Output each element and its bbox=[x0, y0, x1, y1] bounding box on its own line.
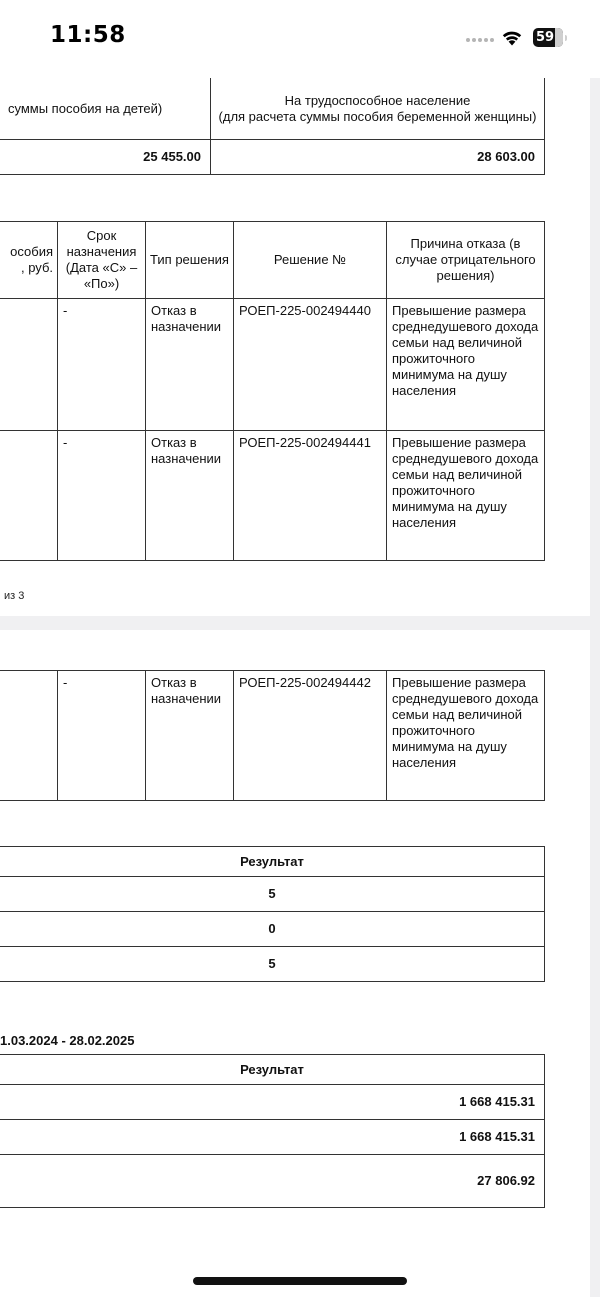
table3-row1-reason: Превышение размера среднедушевого дохода семьи над величиной прожиточного минимума на душу населения bbox=[386, 670, 545, 801]
table2-row1-reason: Превышение размера среднедушевого дохода семьи над величиной прожиточного минимума на душу населения bbox=[386, 298, 545, 431]
table1-value-right: 28 603.00 bbox=[210, 139, 545, 175]
cellular-signal-icon bbox=[466, 38, 494, 42]
table4-value-3: 5 bbox=[0, 946, 545, 982]
wifi-icon bbox=[500, 27, 524, 47]
table4-value-2: 0 bbox=[0, 911, 545, 947]
status-bar bbox=[0, 0, 600, 78]
table5-value-2: 1 668 415.31 bbox=[0, 1119, 545, 1155]
table2-header-period: Срок назначения (Дата «С» – «По») bbox=[57, 221, 146, 299]
table2-row2-decision: РОЕП-225-002494441 bbox=[233, 430, 387, 561]
period-label: 1.03.2024 - 28.02.2025 bbox=[0, 1033, 135, 1048]
table4-header: Результат bbox=[0, 846, 545, 877]
table2-header-amount: особия , руб. bbox=[0, 221, 58, 299]
table2-row2-period: - bbox=[57, 430, 146, 561]
table2-header-type: Тип решения bbox=[145, 221, 234, 299]
table3-row1-decision: РОЕП-225-002494442 bbox=[233, 670, 387, 801]
table2-row2-reason: Превышение размера среднедушевого дохода семьи над величиной прожиточного минимума на душу населения bbox=[386, 430, 545, 561]
table3-row1-period: - bbox=[57, 670, 146, 801]
clock: 11:58 bbox=[50, 22, 126, 48]
table5-value-1: 1 668 415.31 bbox=[0, 1084, 545, 1120]
table4-value-1: 5 bbox=[0, 876, 545, 912]
table3-row1-type: Отказ в назначении bbox=[145, 670, 234, 801]
table2-row2-amount bbox=[0, 430, 58, 561]
home-indicator[interactable] bbox=[193, 1277, 407, 1285]
table2-row1-type: Отказ в назначении bbox=[145, 298, 234, 431]
page-number: из 3 bbox=[4, 590, 25, 602]
table2-row2-type: Отказ в назначении bbox=[145, 430, 234, 561]
table2-header-reason: Причина отказа (в случае отрицательного решения) bbox=[386, 221, 545, 299]
table2-row1-period: - bbox=[57, 298, 146, 431]
battery-icon bbox=[533, 28, 563, 47]
table1-header-left: суммы пособия на детей) bbox=[0, 77, 211, 140]
table1-header-right: На трудоспособное население (для расчета суммы пособия беременной женщины) bbox=[210, 77, 545, 140]
table5-header: Результат bbox=[0, 1054, 545, 1085]
document-page-1 bbox=[0, 0, 590, 616]
table1-value-left: 25 455.00 bbox=[0, 139, 211, 175]
table5-value-3: 27 806.92 bbox=[0, 1154, 545, 1208]
table2-row1-amount bbox=[0, 298, 58, 431]
table3-row1-amount bbox=[0, 670, 58, 801]
table2-header-decision: Решение № bbox=[233, 221, 387, 299]
battery-nub bbox=[565, 35, 567, 41]
table2-row1-decision: РОЕП-225-002494440 bbox=[233, 298, 387, 431]
document-page-2 bbox=[0, 630, 590, 1297]
battery-level: 59 bbox=[536, 30, 555, 45]
